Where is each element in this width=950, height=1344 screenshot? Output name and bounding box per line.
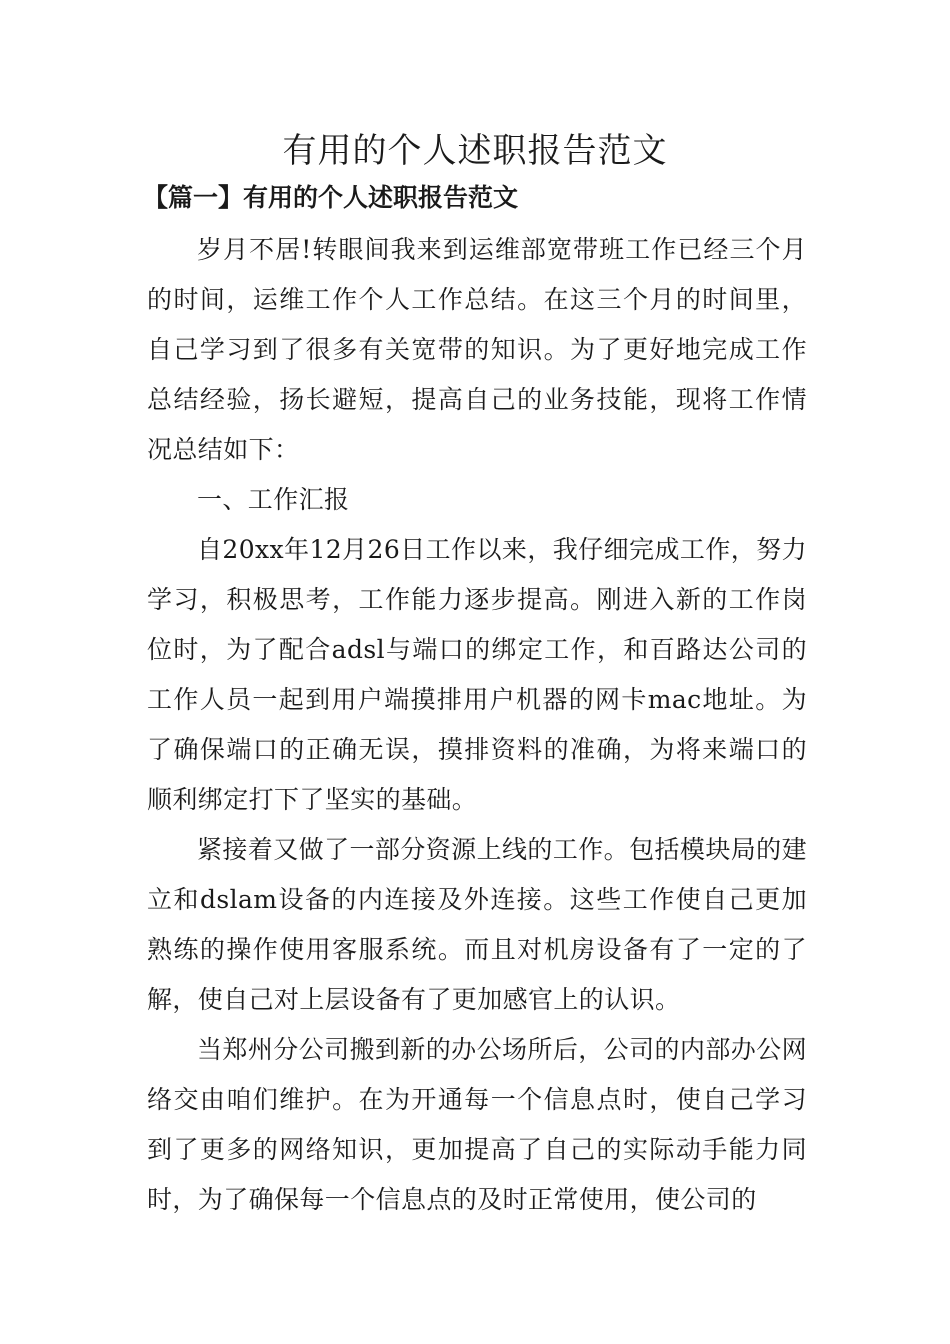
paragraph-office-network: 当郑州分公司搬到新的办公场所后，公司的内部办公网络交由咱们维护。在为开通每一个信息点时，使自己学习到了更多的网络知识，更加提高了自己的实际动手能力同时，为了确保每一个信息点的及时正常使用，使公司的 (147, 1035, 807, 1214)
document-title: 有用的个人述职报告范文 (282, 131, 668, 171)
document-body (147, 225, 807, 1225)
section-heading: 【篇一】有用的个人述职报告范文 (143, 183, 519, 212)
paragraph-subheading-work-report: 一、工作汇报 (197, 485, 350, 514)
paragraph-work-since-start: 自20xx年12月26日工作以来，我仔细完成工作，努力学习，积极思考，工作能力逐步提高。刚进入新的工作岗位时，为了配合adsl与端口的绑定工作，和百路达公司的工作人员一起到用户端摸排用户机器的网卡mac地址。为了确保端口的正确无误，摸排资料的准确，为将来端口的顺利绑定打下了坚实的基础。 (147, 535, 807, 814)
paragraph-resource-online: 紧接着又做了一部分资源上线的工作。包括模块局的建立和dslam设备的内连接及外连接。这些工作使自己更加熟练的操作使用客服系统。而且对机房设备有了一定的了解，使自己对上层设备有了更加感官上的认识。 (147, 835, 807, 1014)
paragraph-intro: 岁月不居!转眼间我来到运维部宽带班工作已经三个月的时间，运维工作个人工作总结。在这三个月的时间里，自己学习到了很多有关宽带的知识。为了更好地完成工作总结经验，扬长避短，提高自己的业务技能，现将工作情况总结如下： (147, 235, 807, 464)
